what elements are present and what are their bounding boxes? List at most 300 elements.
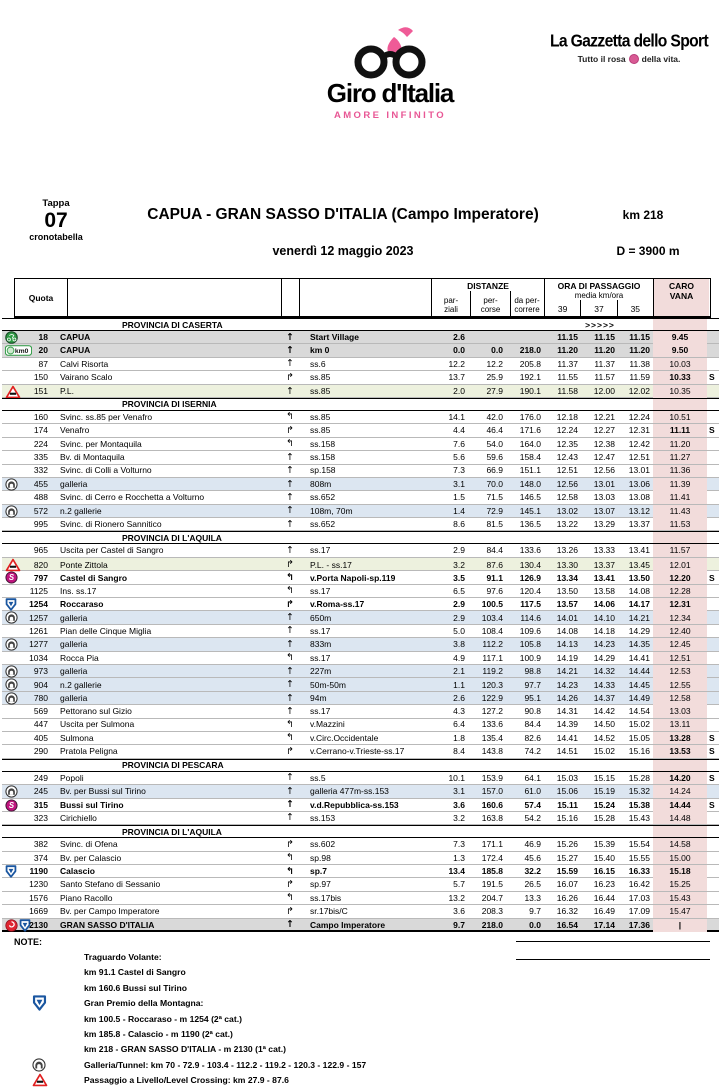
direction-up-arrow: ↑ xyxy=(286,799,294,811)
km-da-percorrere: 148.0 xyxy=(519,479,541,490)
km-da-percorrere: 164.0 xyxy=(519,438,541,449)
passage-time-35: 13.41 xyxy=(628,545,650,556)
location-name: galleria xyxy=(60,693,88,704)
km-percorse: 71.5 xyxy=(486,492,503,503)
passage-time-35: 11.15 xyxy=(629,332,650,343)
quota-value: 1669 xyxy=(29,906,48,917)
sprint-marker xyxy=(707,585,719,597)
row-icons xyxy=(2,598,28,611)
road-name: ss.17 xyxy=(310,625,331,636)
km-parziali: 13.7 xyxy=(448,372,465,383)
km-parziali: 4.9 xyxy=(453,652,465,663)
row-icons xyxy=(2,878,28,890)
quota-value: 1576 xyxy=(29,892,48,903)
carovana-band xyxy=(653,532,707,543)
km-parziali: 14.1 xyxy=(448,411,465,422)
sprint-marker: S xyxy=(709,572,715,583)
location-name: Piano Racollo xyxy=(60,892,113,903)
table-row xyxy=(2,518,719,531)
carovana-time: 10.33 xyxy=(653,371,707,383)
road-name: v.d.Repubblica-ss.153 xyxy=(310,799,399,810)
km-percorse: 191.5 xyxy=(481,879,503,890)
location-name: Castel di Sangro xyxy=(60,572,128,583)
km-percorse: 87.6 xyxy=(486,559,503,570)
sprint-marker: S xyxy=(709,425,715,436)
quota-value: 455 xyxy=(33,479,48,490)
quota-value: 488 xyxy=(33,492,48,503)
table-row xyxy=(2,878,719,891)
direction-left-arrow: ↰ xyxy=(286,865,294,877)
passage-time-39: 14.39 xyxy=(556,719,578,730)
direction-right-arrow: ↱ xyxy=(286,905,294,917)
passage-time-37: 13.07 xyxy=(593,505,615,516)
km-da-percorrere: 26.5 xyxy=(524,879,541,890)
passage-time-37: 16.15 xyxy=(593,866,615,877)
section-label: PROVINCIA DI L'AQUILA xyxy=(122,826,222,837)
sprint-marker xyxy=(707,385,719,399)
gpm-list xyxy=(0,1011,723,1057)
passage-time-37: 15.19 xyxy=(593,786,615,797)
quota-value: 447 xyxy=(33,719,48,730)
passage-time-37: 16.23 xyxy=(593,879,615,890)
giro-title: Giro d'Italia xyxy=(326,78,454,108)
direction-up-arrow: ↑ xyxy=(286,612,294,624)
km-percorse: 97.6 xyxy=(486,585,503,596)
quota-value: 1257 xyxy=(29,612,48,623)
passage-time-37: 11.15 xyxy=(594,332,615,343)
route-table-body xyxy=(2,318,719,932)
quota-value: 315 xyxy=(33,799,48,810)
carovana-time: 10.03 xyxy=(653,358,707,370)
km-da-percorrere: 84.4 xyxy=(524,719,541,730)
table-row xyxy=(2,865,719,878)
sprint-marker xyxy=(707,331,719,344)
location-name: galleria xyxy=(60,639,88,650)
caravan-direction-marker: >>>>> xyxy=(585,319,615,330)
passage-time-37: 13.41 xyxy=(593,572,615,583)
table-row xyxy=(2,745,719,758)
km-da-percorrere: 218.0 xyxy=(519,345,541,356)
road-name: ss.153 xyxy=(310,812,336,823)
table-row xyxy=(2,598,719,611)
table-row xyxy=(2,772,719,785)
passage-time-37: 14.50 xyxy=(593,719,615,730)
km-percorse: 100.5 xyxy=(481,599,503,610)
passage-time-35: 17.09 xyxy=(628,906,650,917)
km-da-percorrere: 64.1 xyxy=(524,772,541,783)
km-da-percorrere: 114.6 xyxy=(520,612,541,623)
quota-value: 160 xyxy=(33,411,48,422)
km-percorse: 42.0 xyxy=(486,411,503,422)
row-icons xyxy=(2,371,28,383)
row-icons xyxy=(2,611,28,624)
km-parziali: 3.2 xyxy=(453,812,465,823)
quota-value: 224 xyxy=(33,438,48,449)
table-row xyxy=(2,344,719,357)
section-label: PROVINCIA DI L'AQUILA xyxy=(122,532,222,543)
passage-time-39: 13.26 xyxy=(556,545,578,556)
road-name: ss.602 xyxy=(310,839,336,850)
location-name: Pian delle Cinque Miglia xyxy=(60,625,152,636)
road-name: galleria 477m-ss.153 xyxy=(310,786,389,797)
passage-time-37: 14.42 xyxy=(593,706,615,717)
km-da-percorrere: 190.1 xyxy=(519,386,541,397)
km-da-percorrere: 136.5 xyxy=(519,519,541,530)
section-label: PROVINCIA DI PESCARA xyxy=(122,760,224,771)
quota-value: 904 xyxy=(33,679,48,690)
passage-time-39: 11.58 xyxy=(557,386,578,397)
km-da-percorrere: 109.6 xyxy=(519,625,541,636)
passage-time-37: 13.01 xyxy=(593,479,615,490)
km-percorse: 0.0 xyxy=(491,345,503,356)
km-parziali: 3.2 xyxy=(453,559,465,570)
row-icons xyxy=(2,478,28,491)
table-row xyxy=(2,331,719,344)
road-name: Campo Imperatore xyxy=(310,919,386,930)
giro-logo xyxy=(295,24,485,121)
road-name: sr.17bis/C xyxy=(310,906,348,917)
location-name: Calascio xyxy=(60,866,95,877)
passage-time-37: 15.28 xyxy=(593,812,615,823)
direction-up-arrow: ↑ xyxy=(286,625,294,637)
passage-time-37: 13.37 xyxy=(593,559,615,570)
signature-line xyxy=(516,941,710,942)
road-name: Start Village xyxy=(310,332,359,343)
km-da-percorrere: 45.6 xyxy=(524,852,541,863)
passage-time-39: 15.16 xyxy=(556,812,578,823)
table-row xyxy=(2,692,719,705)
passage-time-35: 15.43 xyxy=(628,812,650,823)
carovana-time: 14.44 xyxy=(653,799,707,812)
table-row xyxy=(2,544,719,557)
direction-left-arrow: ↰ xyxy=(286,652,294,664)
col-header-dapercorrere: da per- correre xyxy=(510,291,543,316)
road-name: ss.85 xyxy=(310,411,331,422)
sprint-marker xyxy=(707,692,719,705)
location-name: Bv. per Bussi sul Tirino xyxy=(60,786,146,797)
passage-time-37: 14.29 xyxy=(593,652,615,663)
quota-value: 569 xyxy=(33,706,48,717)
carovana-time: 13.03 xyxy=(653,705,707,717)
km-parziali: 1.3 xyxy=(453,852,465,863)
stage-number-block xyxy=(16,198,96,242)
quota-value: 335 xyxy=(33,452,48,463)
passage-time-35: 15.28 xyxy=(628,772,650,783)
km-parziali: 3.5 xyxy=(453,572,465,583)
table-row xyxy=(2,371,719,384)
location-name: Ponte Zittola xyxy=(60,559,108,570)
location-name: Santo Stefano di Sessanio xyxy=(60,879,161,890)
row-icons xyxy=(2,905,28,917)
km-da-percorrere: 105.8 xyxy=(519,639,541,650)
gpm-icon xyxy=(5,598,17,611)
row-icons xyxy=(2,491,28,503)
sprint-marker xyxy=(707,505,719,518)
passage-time-39: 14.13 xyxy=(556,639,578,650)
passage-time-39: 14.23 xyxy=(556,679,578,690)
passage-time-37: 14.23 xyxy=(593,639,615,650)
direction-up-arrow: ↑ xyxy=(286,544,294,556)
location-name: Rocca Pia xyxy=(60,652,99,663)
km-percorse: 25.9 xyxy=(486,372,503,383)
road-name: v.Cerrano-v.Trieste-ss.17 xyxy=(310,746,405,757)
location-name: galleria xyxy=(60,479,88,490)
level-crossing-note-line: Passaggio a Livello/Level Crossing: km 27.9 - 87.6 xyxy=(84,1073,723,1088)
quota-value: 780 xyxy=(33,693,48,704)
traguardo-volante-item: km 91.1 Castel di Sangro xyxy=(84,967,186,978)
table-row xyxy=(2,665,719,678)
location-name: Calvi Risorta xyxy=(60,358,109,369)
passage-time-37: 14.33 xyxy=(593,679,615,690)
table-row xyxy=(2,611,719,624)
direction-left-arrow: ↰ xyxy=(286,718,294,730)
km-parziali: 8.4 xyxy=(453,746,465,757)
km-percorse: 153.9 xyxy=(481,772,503,783)
carovana-time: 14.24 xyxy=(653,785,707,798)
signature-line xyxy=(516,959,710,960)
sprint-marker xyxy=(707,878,719,890)
km-da-percorrere: 171.6 xyxy=(519,425,541,436)
row-icons xyxy=(2,692,28,705)
row-icons xyxy=(2,852,28,864)
direction-left-arrow: ↰ xyxy=(286,585,294,597)
km-percorse: 112.2 xyxy=(482,639,503,650)
location-name: Pettorano sul Gizio xyxy=(60,706,132,717)
tunnel-icon xyxy=(5,785,18,798)
passage-time-39: 11.37 xyxy=(557,358,578,369)
passage-time-35: 14.21 xyxy=(628,612,650,623)
traguardo-volante-item: km 160.6 Bussi sul Tirino xyxy=(84,982,188,993)
km-parziali: 0.0 xyxy=(453,345,465,356)
road-name: sp.98 xyxy=(310,852,331,863)
table-row xyxy=(2,451,719,464)
table-row xyxy=(2,465,719,478)
km-parziali: 1.4 xyxy=(453,505,465,516)
road-name: v.Porta Napoli-sp.119 xyxy=(310,572,396,583)
passage-time-37: 13.58 xyxy=(593,585,615,596)
passage-time-35: 13.12 xyxy=(628,505,650,516)
passage-time-35: 11.59 xyxy=(629,372,650,383)
location-name: Bv. per Calascio xyxy=(60,852,122,863)
gpm-icon xyxy=(5,865,17,878)
passage-time-35: 13.37 xyxy=(628,519,650,530)
km-da-percorrere: 192.1 xyxy=(519,372,541,383)
sprint-marker xyxy=(707,678,719,691)
carovana-time: 12.20 xyxy=(653,571,707,584)
sprint-marker xyxy=(707,518,719,530)
road-name: ss.6 xyxy=(310,358,326,369)
carovana-band xyxy=(653,760,707,771)
sprint-marker xyxy=(707,451,719,463)
km-parziali: 13.4 xyxy=(448,866,465,877)
passage-time-39: 14.26 xyxy=(556,693,578,704)
direction-up-arrow: ↑ xyxy=(286,385,294,397)
carovana-time: 11.11 xyxy=(653,424,707,436)
km-da-percorrere: 158.4 xyxy=(519,452,541,463)
sprint-marker xyxy=(707,344,719,356)
sprint-marker xyxy=(707,719,719,731)
passage-time-37: 14.10 xyxy=(593,612,615,623)
section-label: PROVINCIA DI ISERNIA xyxy=(122,399,217,410)
passage-time-39: 13.02 xyxy=(556,505,578,516)
carovana-time: 13.53 xyxy=(653,745,707,757)
passage-time-37: 12.47 xyxy=(593,452,615,463)
km-da-percorrere: 9.7 xyxy=(529,906,541,917)
road-name: 227m xyxy=(310,666,332,677)
passage-time-37: 13.03 xyxy=(593,492,615,503)
location-name: Ins. ss.17 xyxy=(60,585,97,596)
table-row xyxy=(2,411,719,424)
quota-value: 151 xyxy=(33,386,48,397)
km-percorse: 204.7 xyxy=(481,892,503,903)
row-icons xyxy=(2,745,28,757)
sprint-marker xyxy=(707,652,719,664)
passage-time-39: 16.26 xyxy=(556,892,578,903)
carovana-time: 12.55 xyxy=(653,678,707,691)
km-parziali: 5.0 xyxy=(453,625,465,636)
km-parziali: 10.1 xyxy=(448,772,465,783)
km-da-percorrere: 98.8 xyxy=(524,666,541,677)
giro-bike-icon xyxy=(338,24,442,80)
tappa-type: cronotabella xyxy=(29,232,83,243)
passage-time-39: 12.51 xyxy=(556,465,578,476)
passage-time-35: 12.42 xyxy=(628,438,650,449)
km-parziali: 2.9 xyxy=(453,599,465,610)
km-parziali: 8.6 xyxy=(453,519,465,530)
km-da-percorrere: 176.0 xyxy=(519,411,541,422)
passage-time-39: 12.24 xyxy=(556,425,578,436)
traguardo-volante-title: Traguardo Volante: xyxy=(84,952,162,963)
passage-time-35: 15.05 xyxy=(628,732,650,743)
table-row xyxy=(2,812,719,825)
km-percorse: 117.1 xyxy=(482,652,503,663)
passage-time-39: 14.01 xyxy=(556,612,578,623)
road-name: ss.652 xyxy=(310,492,336,503)
location-name: Svinc. di Colli a Volturno xyxy=(60,465,152,476)
passage-time-37: 14.06 xyxy=(593,599,615,610)
km-parziali: 2.9 xyxy=(453,612,465,623)
direction-up-arrow: ↑ xyxy=(286,919,294,931)
road-name: v.Circ.Occidentale xyxy=(310,732,379,743)
section-row xyxy=(2,318,719,331)
giro-tagline: AMORE INFINITO xyxy=(333,110,447,122)
km-percorse: 185.8 xyxy=(481,866,503,877)
row-icons xyxy=(2,652,28,664)
passage-time-39: 15.06 xyxy=(556,786,578,797)
passage-time-35: 14.17 xyxy=(628,599,650,610)
table-row xyxy=(2,625,719,638)
location-name: Svinc. di Cerro e Rocchetta a Volturno xyxy=(60,492,205,503)
km-percorse: 84.4 xyxy=(486,545,503,556)
km-da-percorrere: 0.0 xyxy=(529,919,541,930)
passage-time-35: 13.01 xyxy=(628,465,650,476)
row-icons xyxy=(2,571,28,584)
quota-value: 323 xyxy=(33,812,48,823)
carovana-band xyxy=(653,399,707,410)
row-icons xyxy=(2,732,28,744)
sprint-marker xyxy=(707,438,719,450)
sprint-marker: S xyxy=(709,732,715,743)
km-da-percorrere: 130.4 xyxy=(519,559,541,570)
km-da-percorrere: 126.9 xyxy=(519,572,541,583)
direction-up-arrow: ↑ xyxy=(286,785,294,797)
table-row xyxy=(2,919,719,932)
table-row xyxy=(2,785,719,798)
speed-subcolumns xyxy=(545,300,653,316)
sprint-marker xyxy=(707,705,719,717)
table-row xyxy=(2,678,719,691)
row-icons xyxy=(2,385,28,399)
km-da-percorrere: 133.6 xyxy=(519,545,541,556)
gazzetta-tagline xyxy=(538,54,720,64)
km-da-percorrere: 205.8 xyxy=(519,358,541,369)
km-parziali: 5.7 xyxy=(453,879,465,890)
passage-time-35: 14.08 xyxy=(628,585,650,596)
level-crossing-icon xyxy=(5,385,21,399)
quota-value: 18 xyxy=(38,332,48,343)
sprint-marker xyxy=(707,812,719,824)
passage-time-39: 13.34 xyxy=(556,572,578,583)
km-percorse: 163.8 xyxy=(481,812,503,823)
km-percorse: 122.9 xyxy=(481,693,503,704)
km-percorse: 103.4 xyxy=(481,612,503,623)
carovana-time: 9.50 xyxy=(653,344,707,356)
carovana-time: 11.39 xyxy=(653,478,707,491)
gpm-item: km 185.8 - Calascio - m 1190 (2ª cat.) xyxy=(84,1029,233,1040)
carovana-time: 12.34 xyxy=(653,611,707,624)
distanze-title: DISTANZE xyxy=(467,281,509,291)
km-parziali: 3.8 xyxy=(453,639,465,650)
row-icons xyxy=(2,919,28,932)
passage-time-37: 15.15 xyxy=(593,772,615,783)
col-header-quota: Quota xyxy=(28,292,54,303)
level-crossing-icon xyxy=(5,558,21,572)
col-header-distanze xyxy=(431,279,544,316)
km-da-percorrere: 13.3 xyxy=(524,892,541,903)
location-name: Svinc. per Montaquila xyxy=(60,438,142,449)
passage-time-35: 13.08 xyxy=(628,492,650,503)
location-name: n.2 gallerie xyxy=(60,679,102,690)
carovana-time: 12.01 xyxy=(653,558,707,572)
direction-up-arrow: ↑ xyxy=(286,772,294,784)
km-percorse: 81.5 xyxy=(486,519,503,530)
direction-up-arrow: ↑ xyxy=(286,464,294,476)
location-name: Popoli xyxy=(60,772,84,783)
passage-time-39: 15.27 xyxy=(556,852,578,863)
road-name: v.Mazzini xyxy=(310,719,345,730)
km-parziali: 7.6 xyxy=(453,438,465,449)
row-icons xyxy=(2,785,28,798)
km-parziali: 2.6 xyxy=(453,332,465,343)
location-name: P.L. xyxy=(60,386,75,397)
road-name: ss.17 xyxy=(310,585,331,596)
table-row xyxy=(2,438,719,451)
km-parziali: 2.1 xyxy=(453,666,465,677)
km-parziali: 1.1 xyxy=(453,679,465,690)
section-row xyxy=(2,825,719,838)
location-name: galleria xyxy=(60,666,88,677)
gpm-title-line: Gran Premio della Montagna: xyxy=(84,996,723,1011)
carovana-time: 10.35 xyxy=(653,385,707,399)
row-icons xyxy=(2,892,28,904)
km-da-percorrere: 54.2 xyxy=(524,812,541,823)
km-percorse: 160.6 xyxy=(481,799,503,810)
km-parziali: 3.6 xyxy=(453,906,465,917)
passage-time-37: 14.18 xyxy=(593,625,615,636)
road-name: 833m xyxy=(310,639,332,650)
quota-value: 1254 xyxy=(29,599,48,610)
carovana-time: 14.58 xyxy=(653,838,707,850)
